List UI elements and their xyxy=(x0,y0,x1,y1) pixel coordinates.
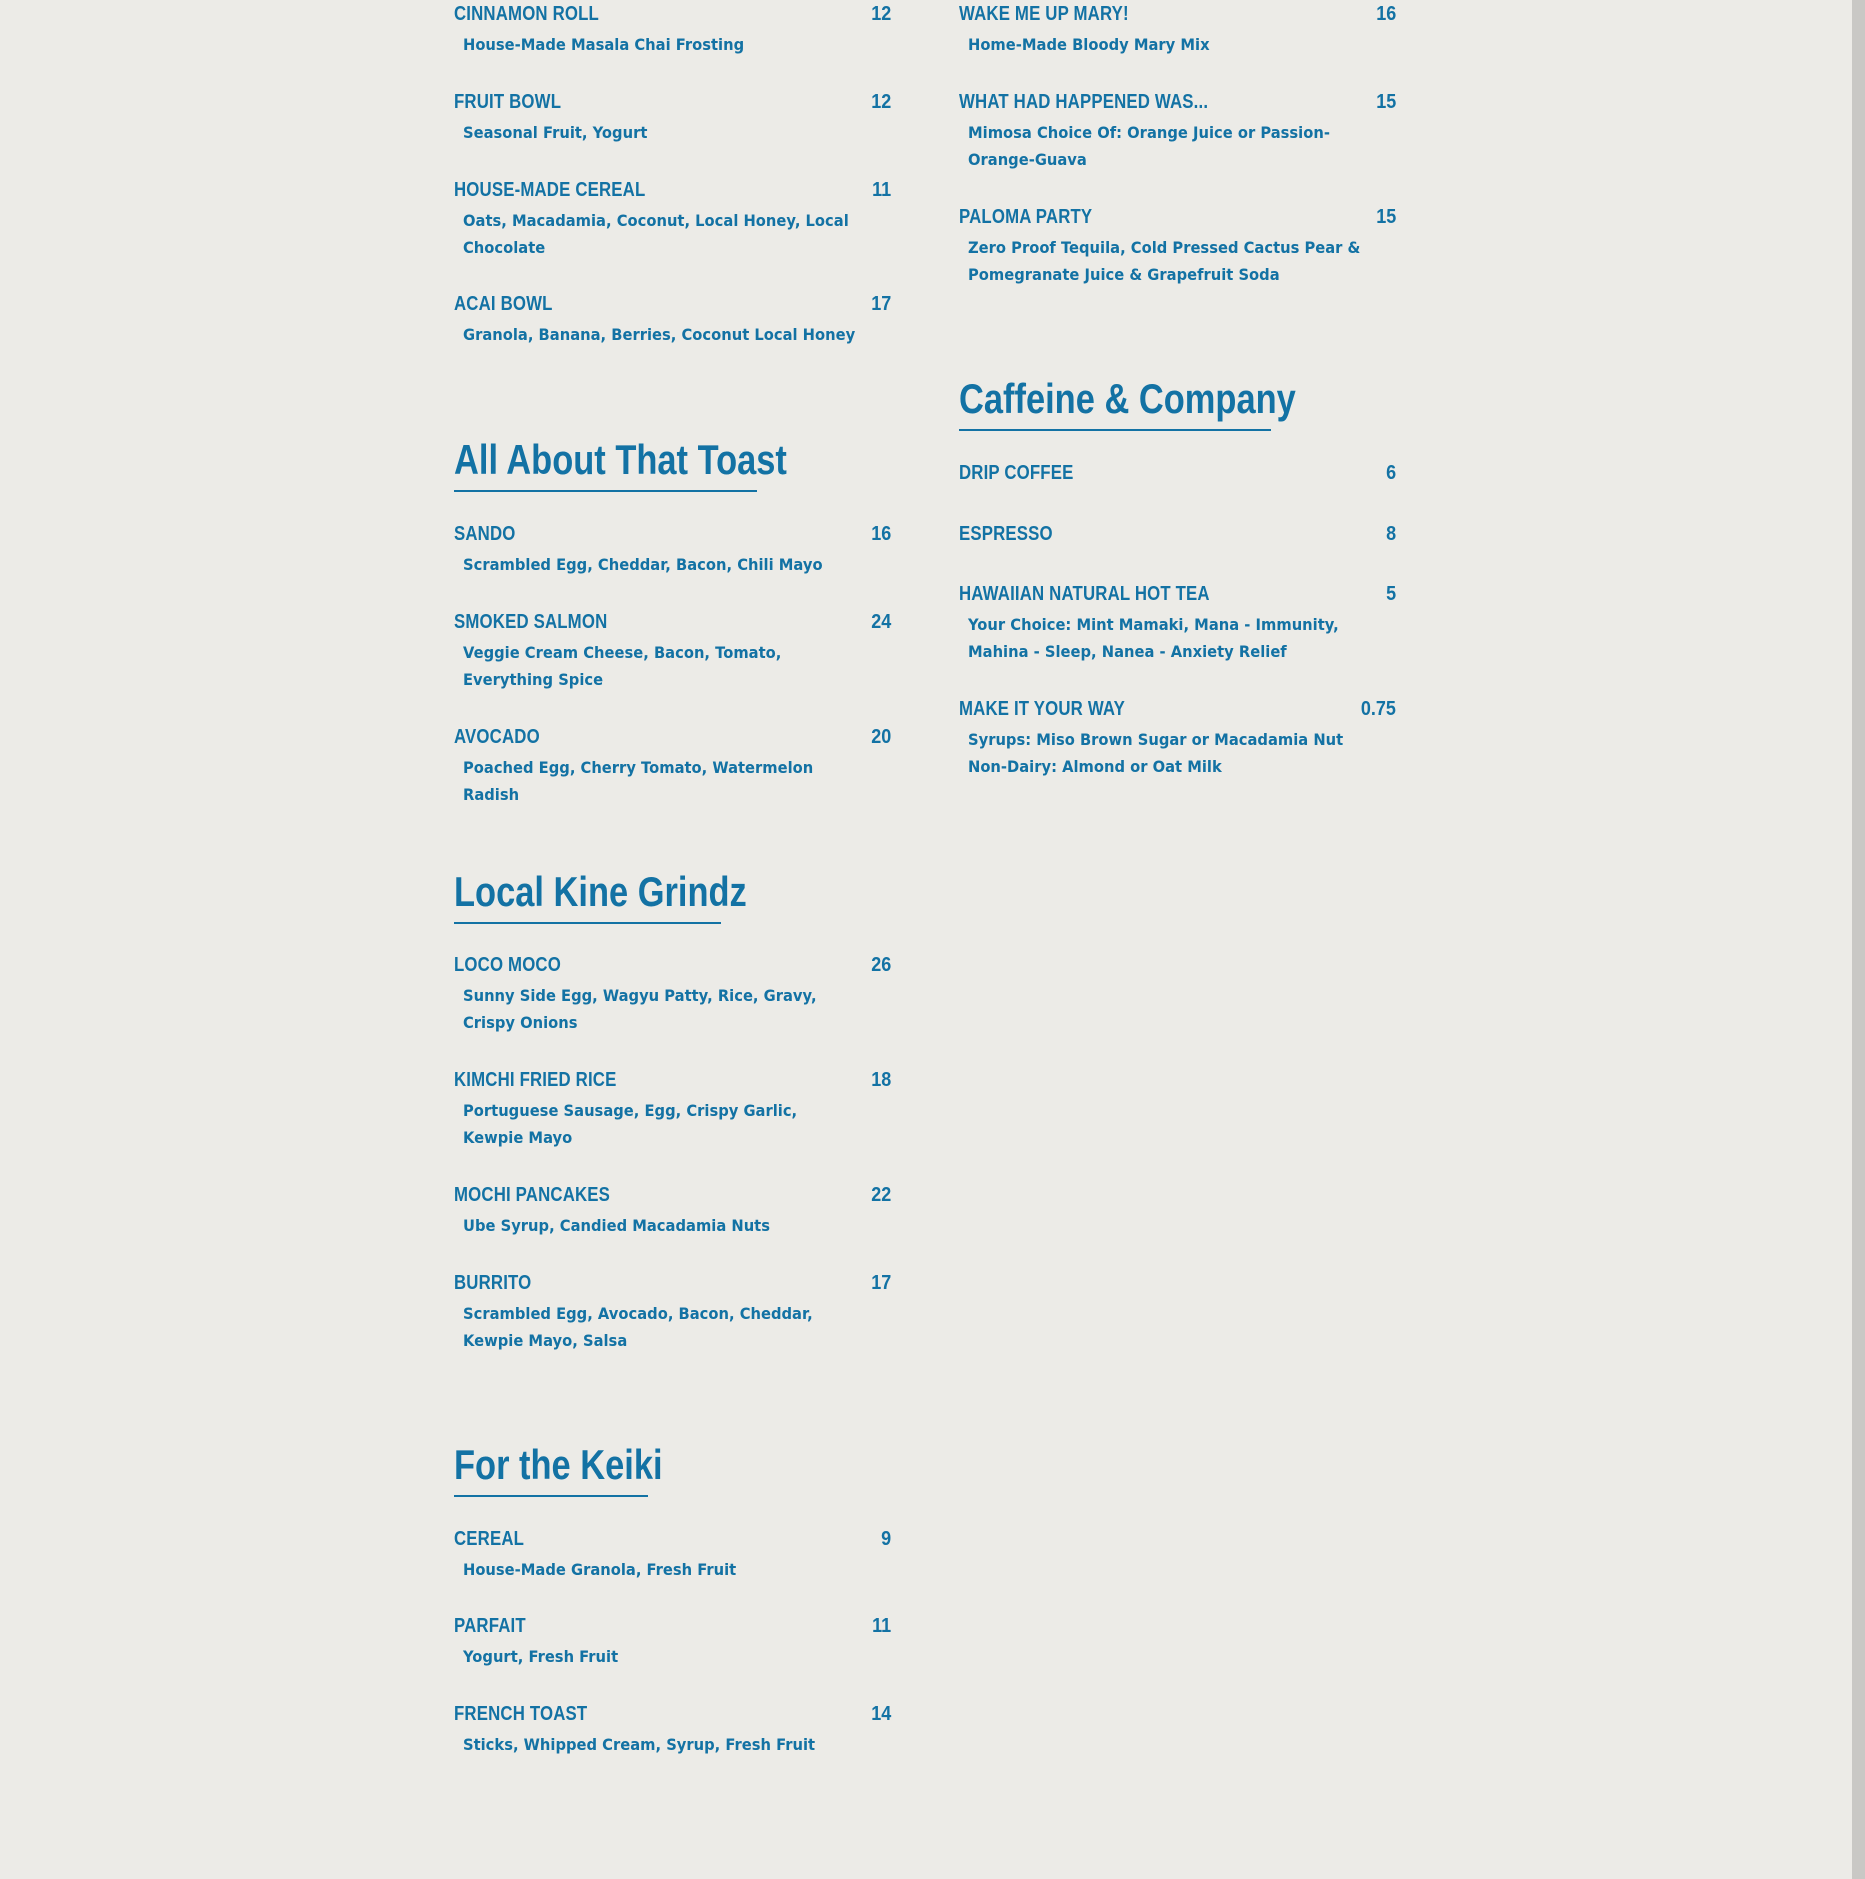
item-price: 17 xyxy=(870,1272,891,1294)
menu-item xyxy=(454,1525,891,1583)
item-name: WAKE ME UP MARY! xyxy=(959,3,1129,25)
item-price: 6 xyxy=(1385,462,1396,484)
item-name: LOCO MOCO xyxy=(454,954,561,976)
item-price: 16 xyxy=(1375,3,1396,25)
item-description: Scrambled Egg, Cheddar, Bacon, Chili Mayo xyxy=(463,555,823,574)
section-title-grindz: Local Kine Grindz xyxy=(454,868,747,915)
item-description: Portuguese Sausage, Egg, Crispy Garlic, Kewpie Mayo xyxy=(463,1101,798,1147)
item-name: HAWAIIAN NATURAL HOT TEA xyxy=(959,583,1210,605)
item-price: 11 xyxy=(871,179,891,201)
menu-item xyxy=(454,1269,891,1354)
item-price: 26 xyxy=(870,954,891,976)
menu-item xyxy=(959,580,1396,665)
item-price: 22 xyxy=(870,1184,891,1206)
item-name: CINNAMON ROLL xyxy=(454,3,599,25)
menu-item xyxy=(454,1181,891,1239)
item-name: PALOMA PARTY xyxy=(959,206,1093,228)
item-name: CEREAL xyxy=(454,1528,525,1550)
item-description: House-Made Masala Chai Frosting xyxy=(463,35,745,54)
item-description: Sticks, Whipped Cream, Syrup, Fresh Fruit xyxy=(463,1735,816,1754)
menu-item xyxy=(959,695,1396,780)
menu-item xyxy=(959,0,1396,58)
item-price: 8 xyxy=(1385,523,1396,545)
item-description: House-Made Granola, Fresh Fruit xyxy=(463,1560,737,1579)
item-name: PARFAIT xyxy=(454,1615,526,1637)
menu-item xyxy=(454,951,891,1036)
menu-item xyxy=(959,459,1396,489)
item-description: Yogurt, Fresh Fruit xyxy=(463,1647,619,1666)
menu-item xyxy=(959,203,1396,288)
section-underline xyxy=(454,1495,648,1497)
item-name: MOCHI PANCAKES xyxy=(454,1184,611,1206)
item-price: 12 xyxy=(870,3,891,25)
item-price: 12 xyxy=(870,91,891,113)
item-name: SMOKED SALMON xyxy=(454,611,608,633)
menu-item xyxy=(454,723,891,808)
item-price: 20 xyxy=(870,726,891,748)
item-name: ESPRESSO xyxy=(959,523,1053,545)
item-name: MAKE IT YOUR WAY xyxy=(959,698,1126,720)
section-title-caffeine: Caffeine & Company xyxy=(959,375,1296,422)
item-price: 18 xyxy=(870,1069,891,1091)
item-name: WHAT HAD HAPPENED WAS... xyxy=(959,91,1209,113)
item-price: 0.75 xyxy=(1360,698,1396,720)
item-name: BURRITO xyxy=(454,1272,532,1294)
item-description: Poached Egg, Cherry Tomato, Watermelon Radish xyxy=(463,758,814,804)
item-description: Seasonal Fruit, Yogurt xyxy=(463,123,648,142)
item-name: ACAI BOWL xyxy=(454,293,553,315)
menu-item xyxy=(454,0,891,58)
menu-item xyxy=(454,290,891,348)
section-title-toast: All About That Toast xyxy=(454,436,787,483)
item-description: Oats, Macadamia, Coconut, Local Honey, Local Chocolate xyxy=(463,211,849,257)
section-underline xyxy=(454,490,757,492)
item-price: 17 xyxy=(870,293,891,315)
menu-item xyxy=(454,1066,891,1151)
item-price: 11 xyxy=(871,1615,891,1637)
section-underline xyxy=(959,429,1271,431)
item-price: 16 xyxy=(870,523,891,545)
item-description: Granola, Banana, Berries, Coconut Local Honey xyxy=(463,325,856,344)
item-name: AVOCADO xyxy=(454,726,540,748)
menu-item xyxy=(959,520,1396,550)
item-name: SANDO xyxy=(454,523,516,545)
item-price: 24 xyxy=(870,611,891,633)
item-price: 9 xyxy=(880,1528,891,1550)
item-name: KIMCHI FRIED RICE xyxy=(454,1069,617,1091)
item-name: DRIP COFFEE xyxy=(959,462,1074,484)
page-scrollbar[interactable] xyxy=(1852,0,1865,1879)
item-description: Your Choice: Mint Mamaki, Mana - Immunity, Mahina - Sleep, Nanea - Anxiety Relief xyxy=(968,615,1339,661)
item-description: Sunny Side Egg, Wagyu Patty, Rice, Gravy, Crispy Onions xyxy=(463,986,817,1032)
item-description: Mimosa Choice Of: Orange Juice or Passion-Orange-Guava xyxy=(968,123,1330,169)
item-description: Syrups: Miso Brown Sugar or Macadamia Nut Non-Dairy: Almond or Oat Milk xyxy=(968,730,1344,776)
item-description: Home-Made Bloody Mary Mix xyxy=(968,35,1210,54)
item-price: 15 xyxy=(1375,91,1396,113)
item-price: 15 xyxy=(1375,206,1396,228)
item-description: Veggie Cream Cheese, Bacon, Tomato, Everything Spice xyxy=(463,643,782,689)
item-price: 14 xyxy=(870,1703,891,1725)
item-description: Ube Syrup, Candied Macadamia Nuts xyxy=(463,1216,770,1235)
item-name: FRENCH TOAST xyxy=(454,1703,588,1725)
item-description: Scrambled Egg, Avocado, Bacon, Cheddar, Kewpie Mayo, Salsa xyxy=(463,1304,813,1350)
item-description: Zero Proof Tequila, Cold Pressed Cactus Pear & Pomegranate Juice & Grapefruit Soda xyxy=(968,238,1361,284)
section-title-keiki: For the Keiki xyxy=(454,1441,663,1488)
menu-item xyxy=(454,88,891,146)
menu-item xyxy=(454,1700,891,1758)
item-price: 5 xyxy=(1385,583,1396,605)
menu-item xyxy=(454,608,891,693)
menu-item xyxy=(454,1612,891,1670)
menu-item xyxy=(454,176,891,261)
item-name: HOUSE-MADE CEREAL xyxy=(454,179,646,201)
item-name: FRUIT BOWL xyxy=(454,91,562,113)
menu-item xyxy=(959,88,1396,173)
section-underline xyxy=(454,922,721,924)
menu-item xyxy=(454,520,891,578)
